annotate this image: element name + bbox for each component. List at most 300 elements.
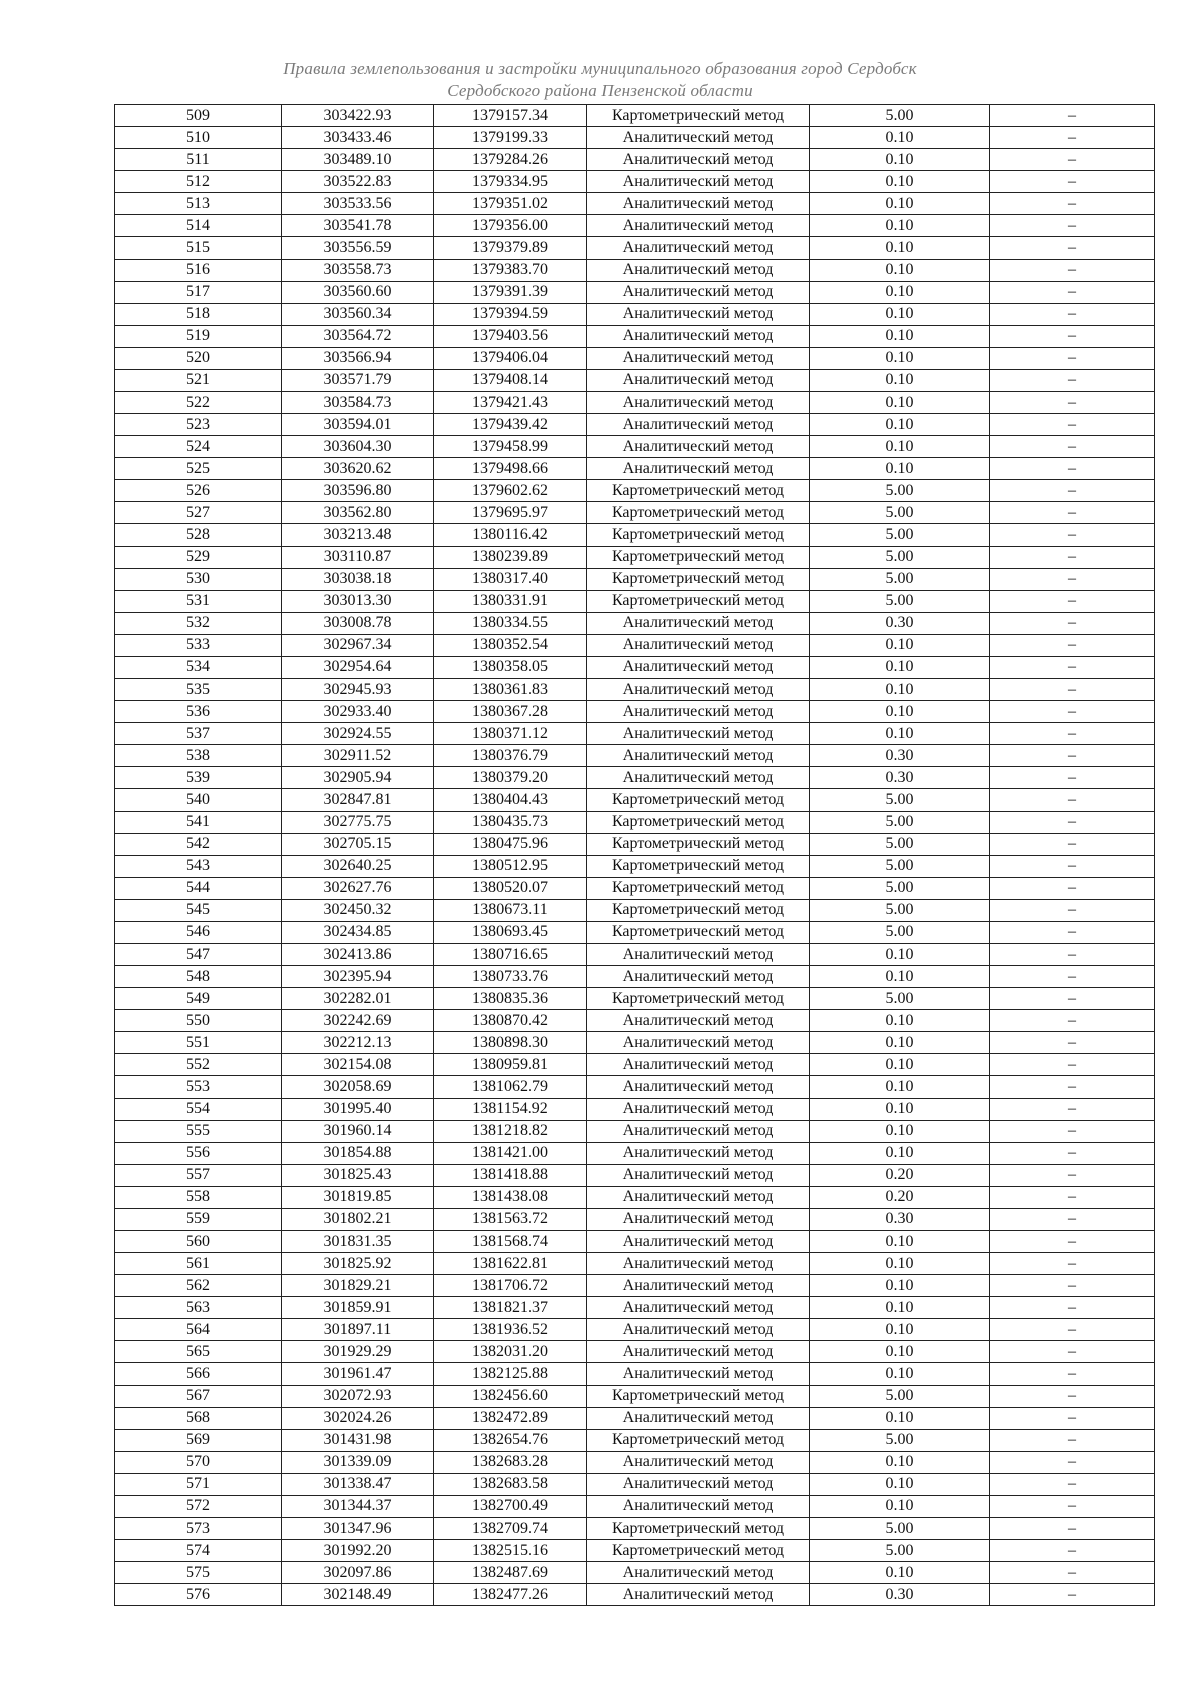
method-cell: Аналитический метод	[587, 1584, 810, 1606]
accuracy-cell: 5.00	[810, 568, 990, 590]
point-number-cell: 549	[115, 988, 282, 1010]
x-coordinate-cell: 301344.37	[282, 1495, 434, 1517]
point-number-cell: 530	[115, 568, 282, 590]
x-coordinate-cell: 302640.25	[282, 855, 434, 877]
y-coordinate-cell: 1382456.60	[434, 1385, 587, 1407]
y-coordinate-cell: 1379602.62	[434, 480, 587, 502]
accuracy-cell: 0.10	[810, 1495, 990, 1517]
y-coordinate-cell: 1379439.42	[434, 414, 587, 436]
table-row	[115, 436, 1155, 458]
y-coordinate-cell: 1381821.37	[434, 1297, 587, 1319]
method-cell: Аналитический метод	[587, 1275, 810, 1297]
accuracy-cell: 5.00	[810, 105, 990, 127]
table-row	[115, 568, 1155, 590]
method-cell: Картометрический метод	[587, 105, 810, 127]
method-cell: Аналитический метод	[587, 325, 810, 347]
x-coordinate-cell: 302775.75	[282, 811, 434, 833]
y-coordinate-cell: 1380435.73	[434, 811, 587, 833]
coordinates-table-body	[115, 105, 1155, 1606]
table-row	[115, 458, 1155, 480]
table-row	[115, 1584, 1155, 1606]
point-number-cell: 569	[115, 1429, 282, 1451]
x-coordinate-cell: 302933.40	[282, 701, 434, 723]
x-coordinate-cell: 302242.69	[282, 1010, 434, 1032]
method-cell: Аналитический метод	[587, 1473, 810, 1495]
x-coordinate-cell: 303038.18	[282, 568, 434, 590]
note-cell: –	[990, 966, 1155, 988]
y-coordinate-cell: 1379403.56	[434, 325, 587, 347]
y-coordinate-cell: 1380835.36	[434, 988, 587, 1010]
note-cell: –	[990, 325, 1155, 347]
point-number-cell: 518	[115, 303, 282, 325]
point-number-cell: 544	[115, 877, 282, 899]
note-cell: –	[990, 988, 1155, 1010]
x-coordinate-cell: 301929.29	[282, 1341, 434, 1363]
accuracy-cell: 5.00	[810, 1429, 990, 1451]
table-row	[115, 1341, 1155, 1363]
method-cell: Аналитический метод	[587, 612, 810, 634]
y-coordinate-cell: 1379695.97	[434, 502, 587, 524]
table-row	[115, 943, 1155, 965]
accuracy-cell: 0.10	[810, 1473, 990, 1495]
note-cell: –	[990, 943, 1155, 965]
note-cell: –	[990, 612, 1155, 634]
accuracy-cell: 0.10	[810, 1010, 990, 1032]
note-cell: –	[990, 1385, 1155, 1407]
point-number-cell: 515	[115, 237, 282, 259]
accuracy-cell: 5.00	[810, 1385, 990, 1407]
table-row	[115, 502, 1155, 524]
table-row	[115, 1473, 1155, 1495]
accuracy-cell: 0.10	[810, 723, 990, 745]
note-cell: –	[990, 347, 1155, 369]
table-row	[115, 1010, 1155, 1032]
method-cell: Аналитический метод	[587, 171, 810, 193]
x-coordinate-cell: 302847.81	[282, 789, 434, 811]
y-coordinate-cell: 1382487.69	[434, 1562, 587, 1584]
x-coordinate-cell: 301347.96	[282, 1518, 434, 1540]
x-coordinate-cell: 302024.26	[282, 1407, 434, 1429]
x-coordinate-cell: 301825.43	[282, 1164, 434, 1186]
y-coordinate-cell: 1379394.59	[434, 303, 587, 325]
y-coordinate-cell: 1382125.88	[434, 1363, 587, 1385]
y-coordinate-cell: 1380870.42	[434, 1010, 587, 1032]
point-number-cell: 538	[115, 745, 282, 767]
method-cell: Аналитический метод	[587, 1208, 810, 1230]
table-row	[115, 1098, 1155, 1120]
x-coordinate-cell: 301339.09	[282, 1451, 434, 1473]
note-cell: –	[990, 1230, 1155, 1252]
x-coordinate-cell: 301854.88	[282, 1142, 434, 1164]
x-coordinate-cell: 302627.76	[282, 877, 434, 899]
point-number-cell: 520	[115, 347, 282, 369]
note-cell: –	[990, 1562, 1155, 1584]
accuracy-cell: 0.10	[810, 303, 990, 325]
accuracy-cell: 0.10	[810, 369, 990, 391]
note-cell: –	[990, 1584, 1155, 1606]
point-number-cell: 555	[115, 1120, 282, 1142]
y-coordinate-cell: 1379334.95	[434, 171, 587, 193]
method-cell: Картометрический метод	[587, 899, 810, 921]
table-row	[115, 1275, 1155, 1297]
point-number-cell: 521	[115, 369, 282, 391]
point-number-cell: 533	[115, 634, 282, 656]
note-cell: –	[990, 745, 1155, 767]
y-coordinate-cell: 1381218.82	[434, 1120, 587, 1142]
note-cell: –	[990, 833, 1155, 855]
accuracy-cell: 0.10	[810, 171, 990, 193]
point-number-cell: 531	[115, 590, 282, 612]
point-number-cell: 558	[115, 1186, 282, 1208]
table-row	[115, 1495, 1155, 1517]
accuracy-cell: 0.10	[810, 347, 990, 369]
accuracy-cell: 0.10	[810, 215, 990, 237]
y-coordinate-cell: 1380898.30	[434, 1032, 587, 1054]
note-cell: –	[990, 237, 1155, 259]
accuracy-cell: 0.10	[810, 1098, 990, 1120]
point-number-cell: 575	[115, 1562, 282, 1584]
method-cell: Аналитический метод	[587, 1032, 810, 1054]
table-row	[115, 1363, 1155, 1385]
table-row	[115, 215, 1155, 237]
method-cell: Аналитический метод	[587, 193, 810, 215]
x-coordinate-cell: 301802.21	[282, 1208, 434, 1230]
table-row	[115, 767, 1155, 789]
accuracy-cell: 5.00	[810, 546, 990, 568]
point-number-cell: 509	[115, 105, 282, 127]
note-cell: –	[990, 369, 1155, 391]
table-row	[115, 1186, 1155, 1208]
accuracy-cell: 0.10	[810, 656, 990, 678]
point-number-cell: 510	[115, 127, 282, 149]
method-cell: Аналитический метод	[587, 303, 810, 325]
x-coordinate-cell: 303594.01	[282, 414, 434, 436]
point-number-cell: 529	[115, 546, 282, 568]
table-row	[115, 966, 1155, 988]
note-cell: –	[990, 193, 1155, 215]
y-coordinate-cell: 1379408.14	[434, 369, 587, 391]
table-row	[115, 723, 1155, 745]
method-cell: Аналитический метод	[587, 1562, 810, 1584]
y-coordinate-cell: 1380716.65	[434, 943, 587, 965]
table-row	[115, 149, 1155, 171]
x-coordinate-cell: 303541.78	[282, 215, 434, 237]
x-coordinate-cell: 303008.78	[282, 612, 434, 634]
method-cell: Аналитический метод	[587, 1407, 810, 1429]
note-cell: –	[990, 1142, 1155, 1164]
x-coordinate-cell: 301338.47	[282, 1473, 434, 1495]
point-number-cell: 573	[115, 1518, 282, 1540]
method-cell: Аналитический метод	[587, 723, 810, 745]
point-number-cell: 513	[115, 193, 282, 215]
method-cell: Аналитический метод	[587, 679, 810, 701]
accuracy-cell: 5.00	[810, 1518, 990, 1540]
x-coordinate-cell: 303556.59	[282, 237, 434, 259]
accuracy-cell: 5.00	[810, 833, 990, 855]
method-cell: Картометрический метод	[587, 988, 810, 1010]
y-coordinate-cell: 1382031.20	[434, 1341, 587, 1363]
note-cell: –	[990, 281, 1155, 303]
table-row	[115, 811, 1155, 833]
y-coordinate-cell: 1379351.02	[434, 193, 587, 215]
note-cell: –	[990, 458, 1155, 480]
point-number-cell: 557	[115, 1164, 282, 1186]
note-cell: –	[990, 590, 1155, 612]
point-number-cell: 527	[115, 502, 282, 524]
point-number-cell: 556	[115, 1142, 282, 1164]
accuracy-cell: 0.10	[810, 436, 990, 458]
note-cell: –	[990, 1518, 1155, 1540]
x-coordinate-cell: 302072.93	[282, 1385, 434, 1407]
table-row	[115, 171, 1155, 193]
point-number-cell: 525	[115, 458, 282, 480]
accuracy-cell: 5.00	[810, 590, 990, 612]
table-row	[115, 1230, 1155, 1252]
point-number-cell: 526	[115, 480, 282, 502]
table-row	[115, 1164, 1155, 1186]
y-coordinate-cell: 1382709.74	[434, 1518, 587, 1540]
note-cell: –	[990, 568, 1155, 590]
method-cell: Аналитический метод	[587, 1253, 810, 1275]
accuracy-cell: 0.10	[810, 281, 990, 303]
note-cell: –	[990, 1363, 1155, 1385]
y-coordinate-cell: 1380959.81	[434, 1054, 587, 1076]
method-cell: Аналитический метод	[587, 701, 810, 723]
table-row	[115, 1385, 1155, 1407]
table-row	[115, 590, 1155, 612]
accuracy-cell: 0.10	[810, 701, 990, 723]
accuracy-cell: 0.10	[810, 237, 990, 259]
note-cell: –	[990, 634, 1155, 656]
point-number-cell: 570	[115, 1451, 282, 1473]
point-number-cell: 574	[115, 1540, 282, 1562]
point-number-cell: 559	[115, 1208, 282, 1230]
x-coordinate-cell: 301960.14	[282, 1120, 434, 1142]
method-cell: Аналитический метод	[587, 1363, 810, 1385]
method-cell: Картометрический метод	[587, 877, 810, 899]
method-cell: Аналитический метод	[587, 215, 810, 237]
accuracy-cell: 0.30	[810, 767, 990, 789]
y-coordinate-cell: 1380317.40	[434, 568, 587, 590]
method-cell: Картометрический метод	[587, 524, 810, 546]
x-coordinate-cell: 303596.80	[282, 480, 434, 502]
accuracy-cell: 0.10	[810, 1407, 990, 1429]
y-coordinate-cell: 1379406.04	[434, 347, 587, 369]
note-cell: –	[990, 1253, 1155, 1275]
point-number-cell: 541	[115, 811, 282, 833]
y-coordinate-cell: 1382683.58	[434, 1473, 587, 1495]
note-cell: –	[990, 1032, 1155, 1054]
note-cell: –	[990, 1076, 1155, 1098]
point-number-cell: 568	[115, 1407, 282, 1429]
y-coordinate-cell: 1382683.28	[434, 1451, 587, 1473]
point-number-cell: 517	[115, 281, 282, 303]
point-number-cell: 572	[115, 1495, 282, 1517]
table-row	[115, 259, 1155, 281]
y-coordinate-cell: 1379458.99	[434, 436, 587, 458]
x-coordinate-cell: 303620.62	[282, 458, 434, 480]
note-cell: –	[990, 1473, 1155, 1495]
y-coordinate-cell: 1380361.83	[434, 679, 587, 701]
point-number-cell: 512	[115, 171, 282, 193]
note-cell: –	[990, 899, 1155, 921]
note-cell: –	[990, 1054, 1155, 1076]
method-cell: Аналитический метод	[587, 1164, 810, 1186]
table-row	[115, 1120, 1155, 1142]
table-row	[115, 1407, 1155, 1429]
y-coordinate-cell: 1380673.11	[434, 899, 587, 921]
point-number-cell: 528	[115, 524, 282, 546]
method-cell: Аналитический метод	[587, 1010, 810, 1032]
note-cell: –	[990, 1208, 1155, 1230]
y-coordinate-cell: 1382515.16	[434, 1540, 587, 1562]
y-coordinate-cell: 1379284.26	[434, 149, 587, 171]
note-cell: –	[990, 1275, 1155, 1297]
x-coordinate-cell: 303584.73	[282, 392, 434, 414]
y-coordinate-cell: 1381622.81	[434, 1253, 587, 1275]
table-row	[115, 745, 1155, 767]
table-row	[115, 833, 1155, 855]
note-cell: –	[990, 392, 1155, 414]
x-coordinate-cell: 303558.73	[282, 259, 434, 281]
x-coordinate-cell: 303522.83	[282, 171, 434, 193]
accuracy-cell: 0.30	[810, 1584, 990, 1606]
accuracy-cell: 0.10	[810, 259, 990, 281]
y-coordinate-cell: 1381418.88	[434, 1164, 587, 1186]
y-coordinate-cell: 1379356.00	[434, 215, 587, 237]
method-cell: Аналитический метод	[587, 767, 810, 789]
x-coordinate-cell: 303566.94	[282, 347, 434, 369]
point-number-cell: 567	[115, 1385, 282, 1407]
x-coordinate-cell: 302945.93	[282, 679, 434, 701]
x-coordinate-cell: 302705.15	[282, 833, 434, 855]
y-coordinate-cell: 1382477.26	[434, 1584, 587, 1606]
y-coordinate-cell: 1381936.52	[434, 1319, 587, 1341]
method-cell: Аналитический метод	[587, 1451, 810, 1473]
x-coordinate-cell: 303489.10	[282, 149, 434, 171]
table-row	[115, 1253, 1155, 1275]
y-coordinate-cell: 1381421.00	[434, 1142, 587, 1164]
method-cell: Аналитический метод	[587, 745, 810, 767]
point-number-cell: 519	[115, 325, 282, 347]
note-cell: –	[990, 303, 1155, 325]
note-cell: –	[990, 877, 1155, 899]
table-row	[115, 1540, 1155, 1562]
point-number-cell: 532	[115, 612, 282, 634]
method-cell: Картометрический метод	[587, 811, 810, 833]
accuracy-cell: 0.10	[810, 1120, 990, 1142]
method-cell: Аналитический метод	[587, 392, 810, 414]
accuracy-cell: 5.00	[810, 877, 990, 899]
x-coordinate-cell: 303560.60	[282, 281, 434, 303]
x-coordinate-cell: 302154.08	[282, 1054, 434, 1076]
accuracy-cell: 0.20	[810, 1186, 990, 1208]
y-coordinate-cell: 1380334.55	[434, 612, 587, 634]
note-cell: –	[990, 127, 1155, 149]
x-coordinate-cell: 301961.47	[282, 1363, 434, 1385]
method-cell: Аналитический метод	[587, 1495, 810, 1517]
y-coordinate-cell: 1380116.42	[434, 524, 587, 546]
accuracy-cell: 0.20	[810, 1164, 990, 1186]
point-number-cell: 523	[115, 414, 282, 436]
method-cell: Картометрический метод	[587, 921, 810, 943]
point-number-cell: 511	[115, 149, 282, 171]
point-number-cell: 546	[115, 921, 282, 943]
y-coordinate-cell: 1381062.79	[434, 1076, 587, 1098]
y-coordinate-cell: 1380693.45	[434, 921, 587, 943]
y-coordinate-cell: 1382654.76	[434, 1429, 587, 1451]
note-cell: –	[990, 171, 1155, 193]
x-coordinate-cell: 302954.64	[282, 656, 434, 678]
x-coordinate-cell: 303604.30	[282, 436, 434, 458]
x-coordinate-cell: 303013.30	[282, 590, 434, 612]
x-coordinate-cell: 303433.46	[282, 127, 434, 149]
x-coordinate-cell: 301831.35	[282, 1230, 434, 1252]
table-row	[115, 369, 1155, 391]
accuracy-cell: 0.10	[810, 1341, 990, 1363]
note-cell: –	[990, 480, 1155, 502]
table-row	[115, 855, 1155, 877]
table-row	[115, 1208, 1155, 1230]
method-cell: Аналитический метод	[587, 1341, 810, 1363]
table-row	[115, 347, 1155, 369]
method-cell: Аналитический метод	[587, 369, 810, 391]
y-coordinate-cell: 1382472.89	[434, 1407, 587, 1429]
table-row	[115, 1429, 1155, 1451]
x-coordinate-cell: 302434.85	[282, 921, 434, 943]
note-cell: –	[990, 1297, 1155, 1319]
table-row	[115, 1451, 1155, 1473]
accuracy-cell: 5.00	[810, 899, 990, 921]
point-number-cell: 540	[115, 789, 282, 811]
table-row	[115, 921, 1155, 943]
x-coordinate-cell: 303213.48	[282, 524, 434, 546]
point-number-cell: 553	[115, 1076, 282, 1098]
x-coordinate-cell: 301995.40	[282, 1098, 434, 1120]
note-cell: –	[990, 767, 1155, 789]
point-number-cell: 534	[115, 656, 282, 678]
note-cell: –	[990, 789, 1155, 811]
y-coordinate-cell: 1380371.12	[434, 723, 587, 745]
method-cell: Картометрический метод	[587, 480, 810, 502]
table-row	[115, 1032, 1155, 1054]
accuracy-cell: 0.10	[810, 1076, 990, 1098]
note-cell: –	[990, 656, 1155, 678]
table-row	[115, 1518, 1155, 1540]
point-number-cell: 571	[115, 1473, 282, 1495]
point-number-cell: 539	[115, 767, 282, 789]
y-coordinate-cell: 1379199.33	[434, 127, 587, 149]
x-coordinate-cell: 301897.11	[282, 1319, 434, 1341]
y-coordinate-cell: 1379379.89	[434, 237, 587, 259]
table-row	[115, 105, 1155, 127]
y-coordinate-cell: 1380512.95	[434, 855, 587, 877]
x-coordinate-cell: 303533.56	[282, 193, 434, 215]
x-coordinate-cell: 301819.85	[282, 1186, 434, 1208]
x-coordinate-cell: 303422.93	[282, 105, 434, 127]
coordinates-table	[114, 104, 1155, 1606]
table-row	[115, 988, 1155, 1010]
table-row	[115, 612, 1155, 634]
note-cell: –	[990, 1429, 1155, 1451]
accuracy-cell: 0.10	[810, 1253, 990, 1275]
accuracy-cell: 0.10	[810, 1142, 990, 1164]
x-coordinate-cell: 302967.34	[282, 634, 434, 656]
y-coordinate-cell: 1379421.43	[434, 392, 587, 414]
method-cell: Аналитический метод	[587, 436, 810, 458]
method-cell: Аналитический метод	[587, 1142, 810, 1164]
method-cell: Картометрический метод	[587, 590, 810, 612]
